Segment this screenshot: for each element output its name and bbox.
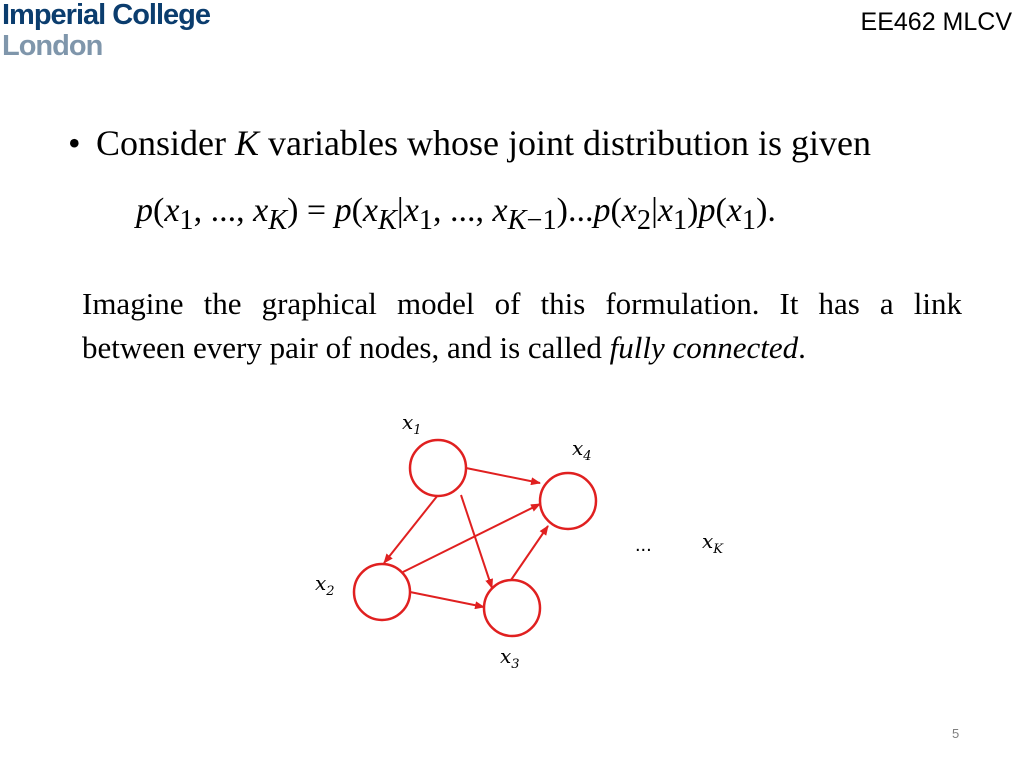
edge-x3-x4: [511, 526, 548, 580]
label-xk: $x_K$: [702, 529, 723, 557]
intro-text: Consider: [96, 123, 226, 163]
node-x2: [354, 564, 410, 620]
explanation-paragraph: [82, 282, 962, 370]
label-x1: $x_1$: [402, 410, 422, 438]
bullet-point: [68, 122, 871, 164]
paragraph-line-1: Imagine the graphical model of this formulation. It has a link: [82, 286, 962, 321]
logo-line-1: Imperial College: [2, 0, 211, 31]
label-x3: $x_3$: [500, 644, 520, 672]
paragraph-line-2: between every pair of nodes, and is called fully connected.: [82, 330, 806, 365]
label-x2: $x_2$: [315, 571, 335, 599]
label-x4: $x_4$: [572, 436, 592, 464]
logo-line-2: London: [2, 30, 103, 62]
intro-variable: K: [235, 123, 260, 163]
ellipsis: ...: [635, 534, 652, 556]
fully-connected-graph: [300, 400, 760, 690]
edge-x2-x3: [410, 592, 484, 607]
page-number: 5: [952, 726, 960, 741]
joint-distribution-equation: $p(x_1$, ..., $x_K) = p(x_K|x_1$, ..., $x_{K-1})...p(x_2|x_1)p(x_1)$.: [136, 192, 776, 236]
college-logo: [2, 0, 210, 62]
intro-rest: variables whose joint distribution is given: [268, 123, 871, 163]
edge-x1-x2: [384, 495, 438, 563]
node-x4: [540, 473, 596, 529]
bullet-dot: •: [68, 123, 81, 163]
node-x1: [410, 440, 466, 496]
node-x3: [484, 580, 540, 636]
course-code: EE462 MLCV: [860, 8, 1012, 36]
emphasis-fully-connected: fully connected: [609, 330, 799, 365]
edge-x1-x4: [466, 468, 540, 483]
